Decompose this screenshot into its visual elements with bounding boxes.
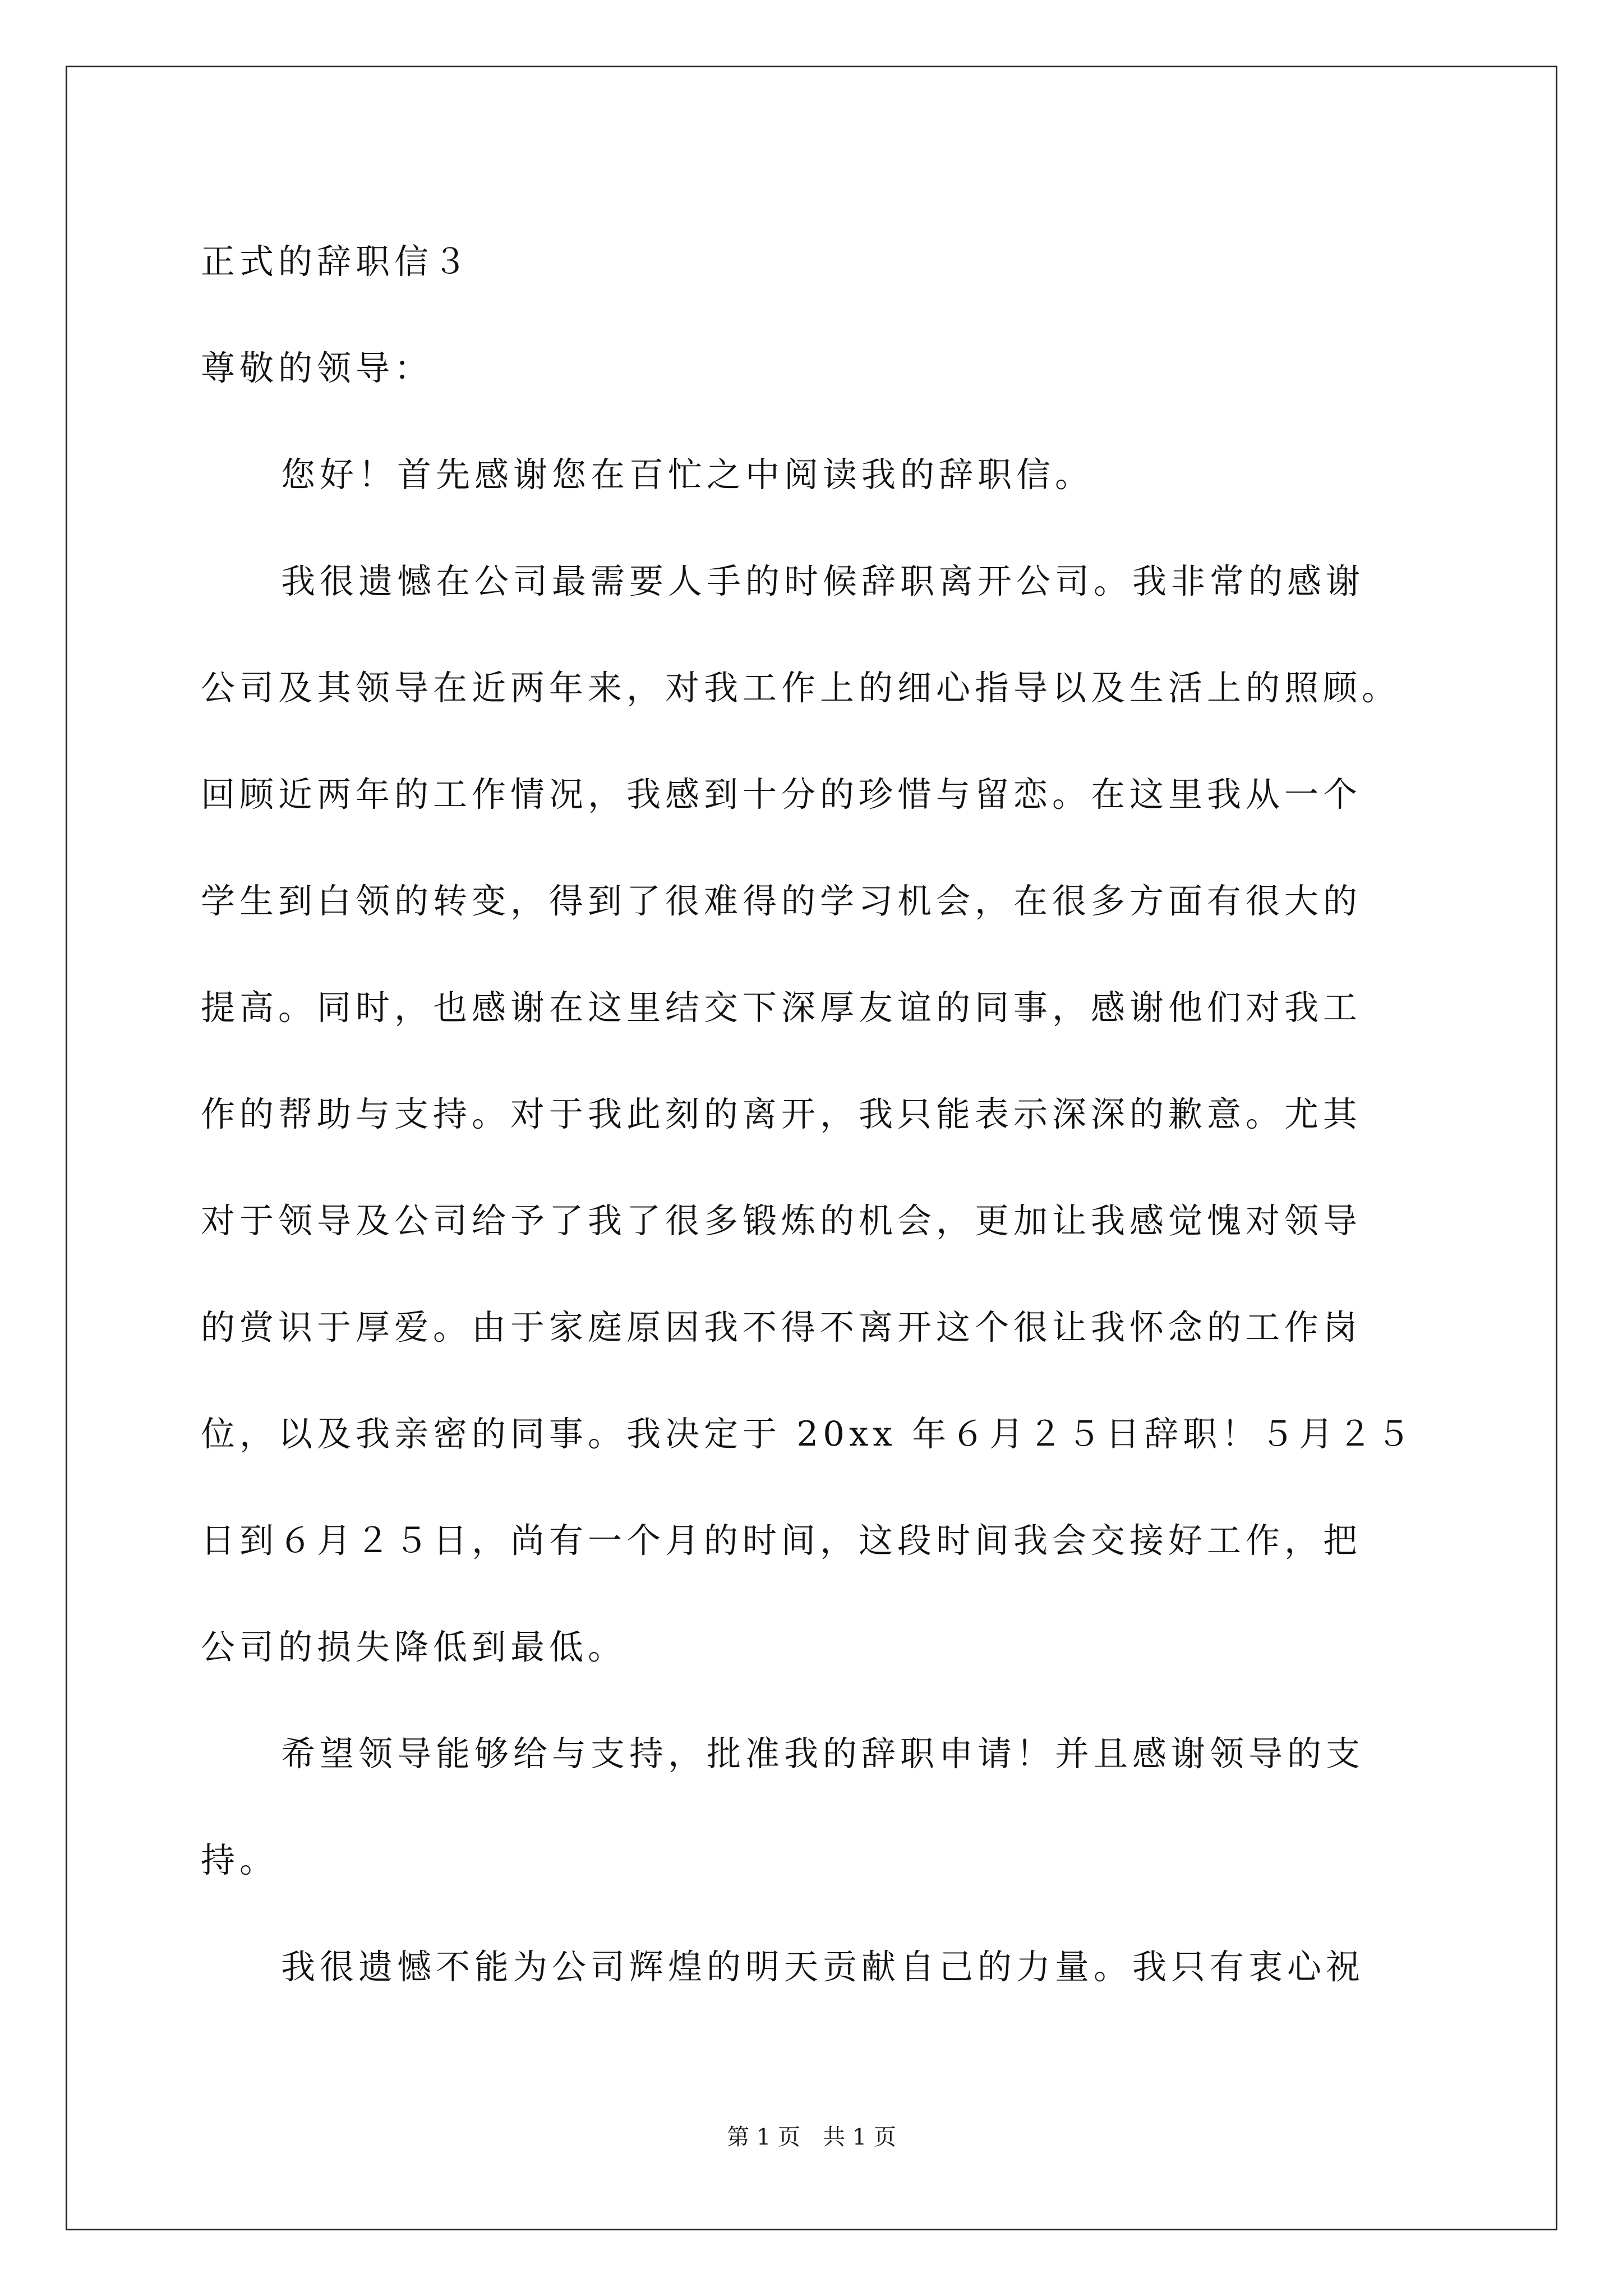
text-line: 公司及其领导在近两年来，对我工作上的细心指导以及生活上的照顾。	[201, 668, 1401, 708]
letter-body	[201, 209, 1435, 2021]
text-line: 我很遗憾在公司最需要人手的时候辞职离开公司。我非常的感谢	[281, 562, 1365, 601]
salutation: 尊敬的领导：	[201, 348, 434, 388]
text-line: 公司的损失降低到最低。	[201, 1627, 627, 1667]
text-line: 我很遗憾不能为公司辉煌的明天贡献自己的力量。我只有衷心祝	[281, 1947, 1365, 1987]
text-line: 日到６月２５日，尚有一个月的时间，这段时间我会交接好工作，把	[201, 1521, 1362, 1561]
text-line: 的赏识于厚爱。由于家庭原因我不得不离开这个很让我怀念的工作岗	[201, 1308, 1362, 1347]
page-footer: 第 1 页 共 1 页	[727, 2124, 896, 2150]
text-line: 作的帮助与支持。对于我此刻的离开，我只能表示深深的歉意。尤其	[201, 1094, 1362, 1134]
text-line: 位，以及我亲密的同事。我决定于 20xx 年６月２５日辞职！５月２５	[201, 1414, 1415, 1454]
text-line: 提高。同时，也感谢在这里结交下深厚友谊的同事，感谢他们对我工	[201, 988, 1362, 1028]
text-line: 希望领导能够给与支持，批准我的辞职申请！并且感谢领导的支	[281, 1734, 1365, 1774]
text-line: 您好！首先感谢您在百忙之中阅读我的辞职信。	[281, 455, 1094, 495]
text-line: 回顾近两年的工作情况，我感到十分的珍惜与留恋。在这里我从一个	[201, 775, 1362, 815]
letter-text	[201, 422, 1435, 2021]
text-line: 持。	[201, 1841, 279, 1880]
text-line: 对于领导及公司给予了我了很多锻炼的机会，更加让我感觉愧对领导	[201, 1201, 1362, 1241]
document-title: 正式的辞职信３	[201, 242, 472, 282]
text-line: 学生到白领的转变，得到了很难得的学习机会，在很多方面有很大的	[201, 881, 1362, 921]
